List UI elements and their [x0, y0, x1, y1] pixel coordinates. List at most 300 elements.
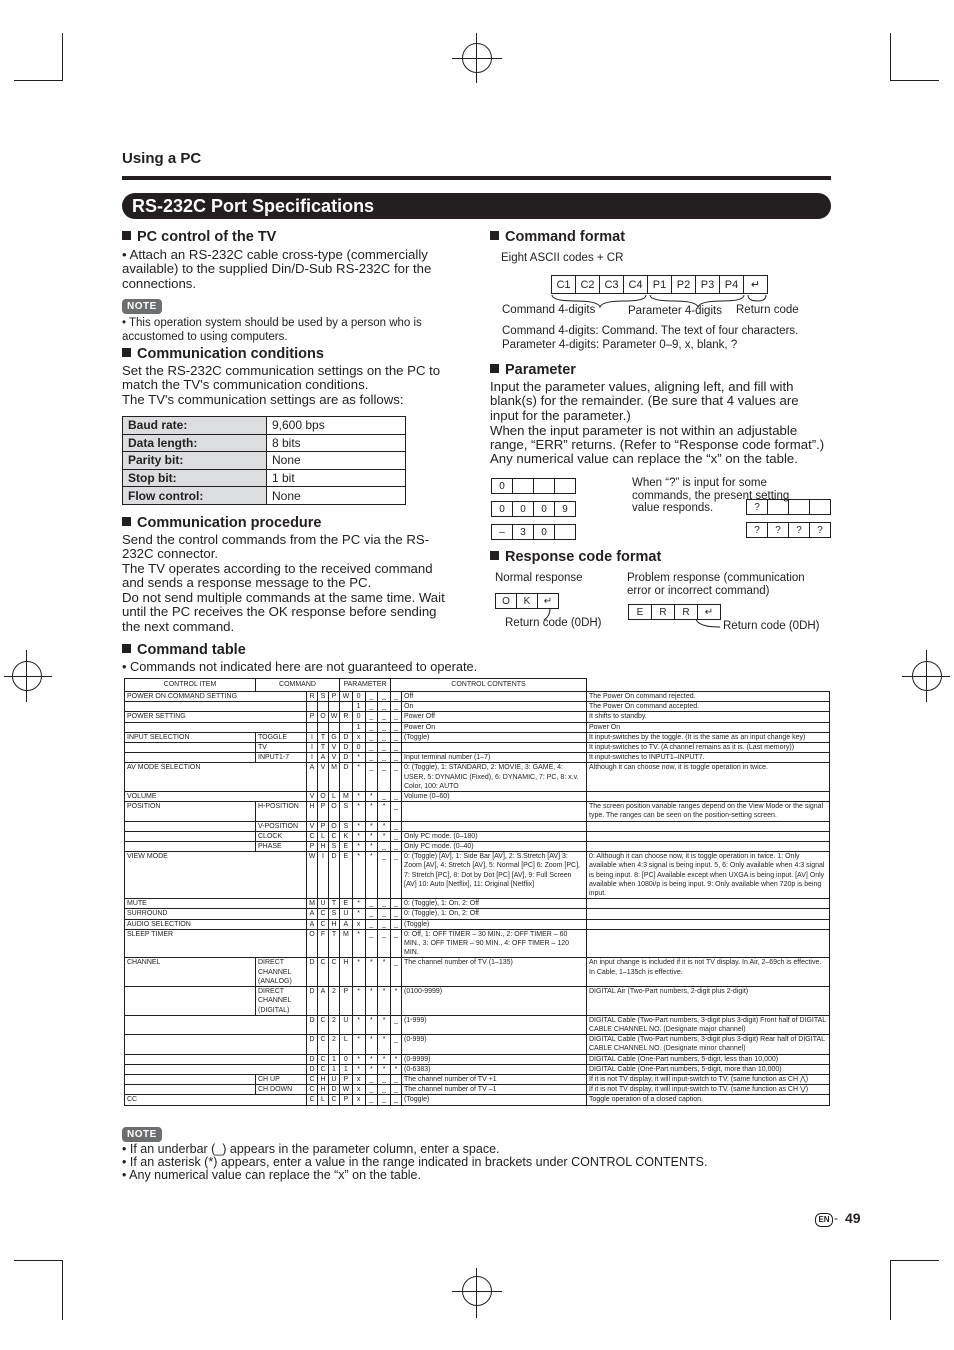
command-char: G	[329, 732, 340, 742]
problem-return-code: Return code (0DH)	[723, 620, 820, 632]
parameter-example-cell: 0	[491, 478, 513, 494]
control-subitem: CLOCK	[256, 831, 307, 841]
command-char: H	[318, 842, 329, 852]
comm-procedure-heading: Communication procedure	[122, 515, 322, 531]
table-row	[125, 1085, 830, 1095]
parameter-char: _	[378, 702, 391, 712]
parameter-text2: When the input parameter is not within an adjustable range, “ERR” returns. (Refer to “Response code format”.)	[490, 423, 825, 453]
control-contents: It input-switches to INPUT1–INPUT7.	[587, 753, 830, 763]
parameter-char: _	[391, 958, 402, 987]
control-contents: It input-switches by the toggle. (It is the same as an input change key)	[587, 732, 830, 742]
parameter-description: 0: Off, 1: OFF TIMER – 30 MIN., 2: OFF TIMER – 60 MIN., 3: OFF TIMER – 90 MIN., 4: OFF TIMER – 120 MIN.	[402, 929, 587, 958]
command-char: D	[329, 1085, 340, 1095]
parameter-char: _	[391, 692, 402, 702]
command-char: W	[307, 852, 318, 899]
command-char: D	[340, 763, 353, 792]
control-subitem: CH DOWN	[256, 1085, 307, 1095]
command-char: I	[307, 753, 318, 763]
command-char: V	[329, 753, 340, 763]
parameter-char: _	[391, 909, 402, 919]
parameter-char: _	[391, 763, 402, 792]
parameter-example-cell	[554, 478, 576, 494]
parameter-description: (Toggle)	[402, 732, 587, 742]
command-char: D	[340, 753, 353, 763]
parameter-char: _	[365, 1085, 378, 1095]
command-char: D	[307, 1064, 318, 1074]
command-char: V	[329, 743, 340, 753]
parameter-char: *	[391, 987, 402, 1016]
parameter-description: (0100-9999)	[402, 987, 587, 1016]
command-char	[307, 722, 318, 732]
table-row	[125, 929, 830, 958]
parameter-char: *	[378, 958, 391, 987]
parameter-char: *	[352, 831, 365, 841]
command-char: D	[307, 958, 318, 987]
parameter-char: 1	[352, 702, 365, 712]
control-subitem: H-POSITION	[256, 802, 307, 821]
command-char: D	[340, 743, 353, 753]
comm-conditions-heading: Communication conditions	[122, 346, 324, 362]
format-cell: C1	[551, 275, 576, 294]
control-item	[125, 842, 256, 852]
command-char: T	[329, 929, 340, 958]
parameter-description: (0-999)	[402, 1035, 587, 1054]
command-char: A	[318, 987, 329, 1016]
command-char: C	[329, 831, 340, 841]
table-row	[125, 712, 830, 722]
normal-response-cell: O	[495, 593, 517, 609]
command-char: H	[318, 1074, 329, 1084]
parameter-description	[402, 821, 587, 831]
command-char: L	[340, 1035, 353, 1054]
control-subitem: PHASE	[256, 842, 307, 852]
control-contents	[587, 842, 830, 852]
page-dash: -	[834, 1211, 838, 1225]
command-char: O	[318, 792, 329, 802]
format-cell: C3	[599, 275, 624, 294]
command-char: H	[329, 919, 340, 929]
command-char: H	[318, 1085, 329, 1095]
parameter-char: *	[378, 1035, 391, 1054]
parameter-char: _	[365, 1074, 378, 1084]
parameter-char: _	[391, 929, 402, 958]
command-char: U	[340, 909, 353, 919]
parameter-char: _	[365, 712, 378, 722]
command-char: V	[307, 821, 318, 831]
command-char: C	[318, 958, 329, 987]
parameter-example-cell	[512, 478, 534, 494]
parameter-char: _	[391, 732, 402, 742]
parameter-char: _	[391, 1085, 402, 1095]
comm-setting-key: Stop bit:	[123, 469, 267, 487]
table-row	[125, 1035, 830, 1054]
control-subitem: TOGGLE	[256, 732, 307, 742]
parameter-example-cell: 9	[554, 501, 576, 517]
command-char: S	[340, 821, 353, 831]
command-char: C	[318, 1015, 329, 1034]
command-char: 1	[340, 1064, 353, 1074]
command-char: A	[318, 753, 329, 763]
table-row	[125, 702, 830, 712]
control-item: VOLUME	[125, 792, 307, 802]
command-char: 2	[329, 987, 340, 1016]
parameter-query-note: When “?” is input for some commands, the present setting value responds.	[632, 477, 790, 514]
command-char: W	[340, 692, 353, 702]
problem-response-label: Problem response (communication error or incorrect command)	[627, 572, 805, 597]
command-char: 2	[329, 1035, 340, 1054]
problem-response-cell: ↵	[697, 604, 721, 620]
parameter-char: *	[378, 821, 391, 831]
parameter-char: *	[352, 958, 365, 987]
parameter-description: (Toggle)	[402, 919, 587, 929]
parameter-example-cell: 0	[491, 501, 513, 517]
parameter-char: _	[391, 722, 402, 732]
parameter-char: *	[365, 1064, 378, 1074]
parameter-char: *	[352, 1064, 365, 1074]
parameter-char: *	[365, 1054, 378, 1064]
control-item: CHANNEL	[125, 958, 256, 987]
parameter-description: Power On	[402, 722, 587, 732]
comm-setting-row	[123, 417, 406, 435]
parameter-query-cell	[809, 499, 831, 515]
table-row	[125, 1074, 830, 1084]
control-contents: 0: Although it can choose now, it is toggle operation in twice. 1: Only available when 4:3 signal is being input. 5, 6: Only available when 4:3 signal is being input. 8: [PC] Available except when UXGA is being input. [AV] Only available when 1080i/p is being input. 9: Only available when 720p is being input.	[587, 852, 830, 899]
control-subitem: V-POSITION	[256, 821, 307, 831]
format-cell: ↵	[743, 275, 768, 294]
parameter-description: (1-999)	[402, 1015, 587, 1034]
parameter-char: x	[352, 732, 365, 742]
format-cell: P2	[671, 275, 696, 294]
parameter-example-cell	[554, 524, 576, 540]
control-contents: DIGITAL Cable (Two-Part numbers, 3-digit plus 3-digit) Front half of DIGITAL CABLE CHANNEL NO. (Designate major channel)	[587, 1015, 830, 1034]
format-cell: P1	[647, 275, 672, 294]
control-contents: The Power On command rejected.	[587, 692, 830, 702]
table-row	[125, 732, 830, 742]
parameter-char: 1	[352, 722, 365, 732]
command-char: R	[340, 712, 353, 722]
command-format-desc1: Command 4-digits: Command. The text of four characters.	[502, 325, 799, 337]
header-parameter: PARAMETER	[340, 679, 391, 692]
parameter-char: *	[352, 763, 365, 792]
control-item: INPUT SELECTION	[125, 732, 256, 742]
normal-response-cell: K	[516, 593, 538, 609]
command-char: I	[318, 852, 329, 899]
parameter-char: _	[378, 1095, 391, 1105]
comm-procedure-p2: The TV operates according to the received command and sends a response message to the PC.	[122, 561, 433, 591]
command-char: E	[340, 899, 353, 909]
control-contents: It input-switches to TV. (A channel remains as it is. (Last memory))	[587, 743, 830, 753]
control-item: POSITION	[125, 802, 256, 821]
table-row	[125, 987, 830, 1016]
response-heading: Response code format	[490, 549, 661, 565]
parameter-char: _	[378, 909, 391, 919]
control-item: AV MODE SELECTION	[125, 763, 307, 792]
normal-return-code: Return code (0DH)	[505, 617, 602, 629]
table-row	[125, 722, 830, 732]
header-control-contents: CONTROL CONTENTS	[391, 679, 587, 692]
command-char: S	[329, 842, 340, 852]
parameter-char: _	[391, 852, 402, 899]
command-char	[307, 702, 318, 712]
command-char: C	[318, 909, 329, 919]
parameter-char: _	[365, 1095, 378, 1105]
parameter-description	[402, 743, 587, 753]
command-char: D	[340, 732, 353, 742]
table-row	[125, 692, 830, 702]
control-contents: DIGITAL Cable (One-Part numbers, 5-digit, less than 10,000)	[587, 1054, 830, 1064]
command-char: A	[307, 909, 318, 919]
command-char: C	[307, 1095, 318, 1105]
parameter-char: *	[352, 802, 365, 821]
command-char: D	[307, 1035, 318, 1054]
command-char: E	[340, 852, 353, 899]
parameter-char: _	[378, 1085, 391, 1095]
parameter-char: _	[391, 802, 402, 821]
parameter-char: _	[365, 722, 378, 732]
parameter-char: 0	[352, 743, 365, 753]
parameter-query-cell: ?	[746, 499, 768, 515]
parameter-example-cell: –	[491, 524, 513, 540]
parameter-char: _	[365, 692, 378, 702]
control-item	[125, 1015, 307, 1034]
normal-response-cell: ↵	[537, 593, 559, 609]
parameter-query-cell: ?	[767, 522, 789, 538]
control-item	[125, 702, 307, 712]
parameter-heading: Parameter	[490, 362, 576, 378]
parameter-char: *	[352, 899, 365, 909]
parameter-description: 0: (Toggle), 1: STANDARD, 2: MOVIE, 3: GAME, 4: USER, 5: DYNAMIC (Fixed), 6: DYNAMIC, 7: PC, 8: x.v. Color, 100: AUTO	[402, 763, 587, 792]
comm-setting-value: None	[267, 452, 406, 470]
control-contents	[587, 919, 830, 929]
parameter-description: Volume (0–60)	[402, 792, 587, 802]
control-item: POWER SETTING	[125, 712, 307, 722]
control-subitem: TV	[256, 743, 307, 753]
parameter-char: _	[378, 792, 391, 802]
parameter-char: *	[391, 1054, 402, 1064]
command-char: M	[340, 792, 353, 802]
parameter-char: *	[365, 852, 378, 899]
table-row	[125, 1095, 830, 1105]
command-char: M	[329, 763, 340, 792]
command-char	[318, 722, 329, 732]
command-char: C	[318, 1064, 329, 1074]
parameter-char: *	[352, 1035, 365, 1054]
control-contents: Power On	[587, 722, 830, 732]
comm-conditions-text2: The TV's communication settings are as follows:	[122, 392, 404, 407]
command-char: P	[340, 1074, 353, 1084]
control-contents: DIGITAL Cable (One-Part numbers, 5-digit, more than 10,000)	[587, 1064, 830, 1074]
command-char: S	[329, 909, 340, 919]
parameter-char: _	[378, 743, 391, 753]
command-char	[329, 702, 340, 712]
table-row	[125, 743, 830, 753]
command-char: 0	[340, 1054, 353, 1064]
command-char: P	[318, 802, 329, 821]
control-item: SLEEP TIMER	[125, 929, 307, 958]
problem-response-cell: R	[674, 604, 698, 620]
command-format-heading: Command format	[490, 229, 625, 245]
parameter-char: _	[391, 743, 402, 753]
command-char: U	[329, 1074, 340, 1084]
control-item	[125, 987, 256, 1016]
comm-setting-row	[123, 469, 406, 487]
parameter-char: _	[391, 1095, 402, 1105]
footer-note-1: • If an underbar (_) appears in the parameter column, enter a space.	[122, 1142, 500, 1156]
parameter-char: *	[378, 1054, 391, 1064]
parameter-char: _	[378, 692, 391, 702]
parameter-description: 0: (Toggle), 1: On, 2: Off	[402, 909, 587, 919]
table-row	[125, 842, 830, 852]
footer-note-3: • Any numerical value can replace the “x” on the table.	[122, 1168, 421, 1182]
parameter-char: _	[365, 899, 378, 909]
control-item	[125, 743, 256, 753]
parameter-char: _	[391, 753, 402, 763]
control-subitem: DIRECT CHANNEL (DIGITAL)	[256, 987, 307, 1016]
command-char: P	[340, 1095, 353, 1105]
pc-control-note: • This operation system should be used by a person who is accustomed to using computers.	[122, 317, 422, 343]
command-char: W	[340, 1085, 353, 1095]
control-subitem: INPUT1-7	[256, 753, 307, 763]
parameter-text3: Any numerical value can replace the “x” on the table.	[490, 451, 798, 466]
parameter-char: *	[378, 1064, 391, 1074]
format-cell: C2	[575, 275, 600, 294]
command-char: V	[307, 792, 318, 802]
command-char: U	[318, 899, 329, 909]
parameter-char: _	[391, 831, 402, 841]
parameter-char: *	[352, 929, 365, 958]
parameter-char: *	[352, 852, 365, 899]
table-row	[125, 958, 830, 987]
command-char: H	[340, 958, 353, 987]
command-char: 1	[329, 1054, 340, 1064]
control-item: AUDIO SELECTION	[125, 919, 307, 929]
parameter-char: _	[378, 899, 391, 909]
command-char: U	[340, 1015, 353, 1034]
parameter-char: *	[365, 802, 378, 821]
label-command-digits: Command 4-digits	[502, 304, 596, 316]
command-char: K	[340, 831, 353, 841]
control-subitem: DIRECT CHANNEL (ANALOG)	[256, 958, 307, 987]
comm-setting-value: None	[267, 487, 406, 505]
command-char: I	[307, 732, 318, 742]
command-char: P	[307, 712, 318, 722]
comm-procedure-p3: Do not send multiple commands at the same time. Wait until the PC receives the OK response before sending the next command.	[122, 590, 445, 634]
control-contents: The Power On command accepted.	[587, 702, 830, 712]
page-banner: RS-232C Port Specifications	[122, 193, 831, 219]
command-char: A	[340, 919, 353, 929]
control-item	[125, 1054, 307, 1064]
footer-note-2: • If an asterisk (*) appears, enter a value in the range indicated in brackets under CONTROL CONTENTS.	[122, 1155, 708, 1169]
parameter-char: *	[352, 792, 365, 802]
parameter-char: *	[378, 987, 391, 1016]
command-table-heading: Command table	[122, 642, 246, 658]
parameter-char: _	[391, 919, 402, 929]
command-char: C	[307, 831, 318, 841]
parameter-description: The channel number of TV (1–135)	[402, 958, 587, 987]
parameter-char: x	[352, 919, 365, 929]
problem-response-cell: E	[628, 604, 652, 620]
command-char: M	[307, 899, 318, 909]
command-char: C	[329, 1095, 340, 1105]
comm-setting-value: 8 bits	[267, 434, 406, 452]
format-cell: C4	[623, 275, 648, 294]
control-item: POWER ON COMMAND SETTING	[125, 692, 307, 702]
command-char: P	[329, 692, 340, 702]
comm-setting-value: 1 bit	[267, 469, 406, 487]
command-char: S	[340, 802, 353, 821]
control-contents: Although it can choose now, it is toggle operation in twice.	[587, 763, 830, 792]
control-item	[125, 1064, 307, 1074]
table-row	[125, 852, 830, 899]
parameter-description: (0-9999)	[402, 1054, 587, 1064]
command-char	[340, 702, 353, 712]
parameter-char: *	[365, 1035, 378, 1054]
parameter-char: _	[378, 919, 391, 929]
control-contents: DIGITAL Cable (Two-Part numbers, 3-digit plus 3-digit) Rear half of DIGITAL CABLE CHANNEL NO. (Designate minor channel)	[587, 1035, 830, 1054]
command-char: O	[329, 802, 340, 821]
command-char: C	[318, 1054, 329, 1064]
table-row	[125, 1064, 830, 1074]
comm-setting-row	[123, 452, 406, 470]
parameter-char: x	[352, 1074, 365, 1084]
parameter-description: 0: (Toggle) [AV], 1: Side Bar [AV], 2: S.Stretch [AV] 3: Zoom [AV], 4: Stretch [AV], 5: Normal [PC] 6: Zoom [PC], 7: Stretch [PC], 8: Dot by Dot [PC] [AV], 9: Full Screen [AV] 10: Auto [Netflix], 11: Original [Netflix]	[402, 852, 587, 899]
command-char: V	[318, 763, 329, 792]
command-char: D	[307, 1054, 318, 1064]
command-char: L	[318, 831, 329, 841]
header-control-item: CONTROL ITEM	[125, 679, 256, 692]
control-contents: Toggle operation of a closed caption.	[587, 1095, 830, 1105]
parameter-char: _	[365, 919, 378, 929]
command-char: D	[307, 987, 318, 1016]
parameter-text: Input the parameter values, aligning left, and fill with blank(s) for the remainder. (Be sure that 4 values are input for the parameter.)	[490, 379, 799, 423]
command-char: C	[307, 1074, 318, 1084]
command-table	[124, 678, 830, 1106]
control-contents	[587, 821, 830, 831]
command-char: 1	[329, 1064, 340, 1074]
parameter-char: *	[352, 909, 365, 919]
parameter-description: Off	[402, 692, 587, 702]
parameter-char: *	[378, 1015, 391, 1034]
control-item	[125, 1074, 256, 1084]
command-char	[329, 722, 340, 732]
parameter-char: _	[391, 792, 402, 802]
control-item: CC	[125, 1095, 307, 1105]
comm-setting-value: 9,600 bps	[267, 417, 406, 435]
command-char: D	[307, 1015, 318, 1034]
command-char: S	[318, 692, 329, 702]
control-item	[125, 831, 256, 841]
pc-control-bullet: • Attach an RS-232C cable cross-type (commercially available) to the supplied Din/D-Sub RS-232C for the connections.	[122, 247, 432, 291]
parameter-char: _	[391, 821, 402, 831]
parameter-char: _	[365, 753, 378, 763]
format-cell: P3	[695, 275, 720, 294]
table-row	[125, 919, 830, 929]
command-char: H	[307, 802, 318, 821]
command-char: P	[307, 842, 318, 852]
command-char: C	[307, 1085, 318, 1095]
parameter-example-cell: 3	[512, 524, 534, 540]
parameter-char: _	[391, 712, 402, 722]
parameter-description: Only PC mode. (0–40)	[402, 842, 587, 852]
command-char: C	[318, 919, 329, 929]
parameter-description: Power Off	[402, 712, 587, 722]
parameter-example-cell: 0	[512, 501, 534, 517]
command-char: A	[307, 763, 318, 792]
table-row	[125, 792, 830, 802]
command-char: L	[329, 792, 340, 802]
control-contents	[587, 909, 830, 919]
parameter-char: *	[365, 792, 378, 802]
